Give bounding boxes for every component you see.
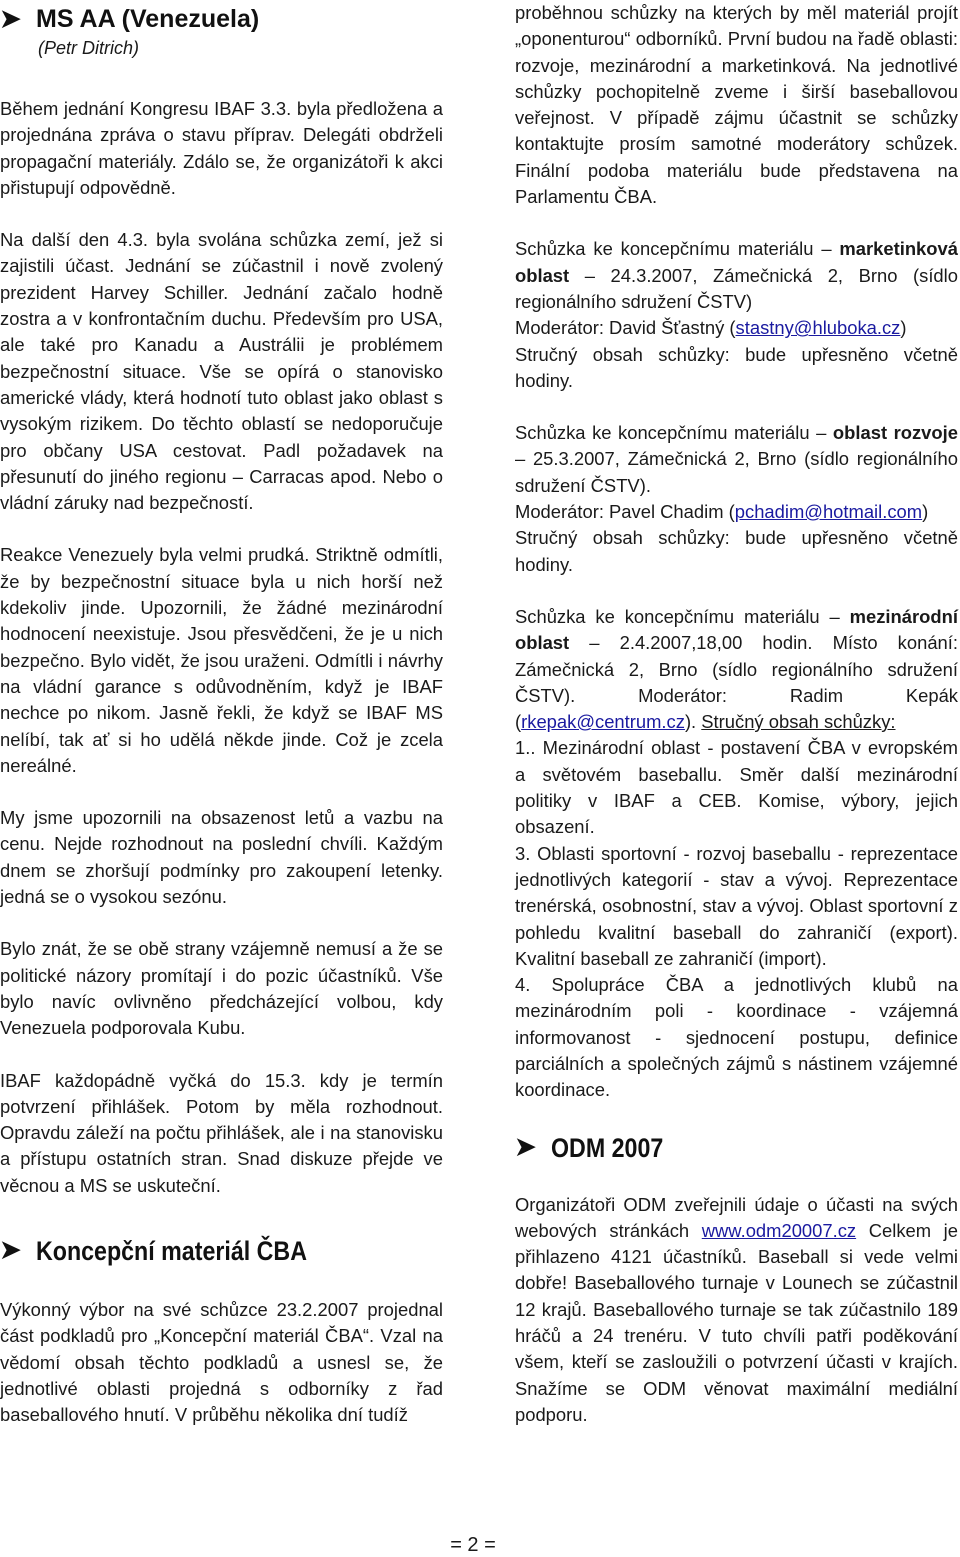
section-heading-odm — [515, 1132, 958, 1164]
arrow-bullet-icon: ➤ — [515, 1132, 536, 1161]
agenda-item: 1.. Mezinárodní oblast - postavení ČBA v evropském a světovém baseballu. Směr další mezinárodní politiky v IBAF a CEB. Komise, výbory, jejich obsazení. — [515, 737, 958, 838]
arrow-bullet-icon: ➤ — [0, 5, 21, 33]
paragraph: Reakce Venezuely byla velmi prudká. Striktně odmítli, že by bezpečnostní situace byla u nich horší než kdekoliv jinde. Upozornili, že žádné mezinárodní hodnocení neexistuje. Jsou přesvědčeni, že je u nich bezpečno. Bylo vidět, že jsou uraženi. Odmítli i návrhy na vládní garance s odůvodněním, když je IBAF nechce po nikom. Jasně řekli, že když se IBAF MS nelíbí, tak ať si ho udělá někde jinde. Což je zcela nereálné. — [0, 544, 443, 776]
meeting-marketing: Schůzka ke koncepčnímu materiálu – marketinková oblast – 24.3.2007, Zámečnická 2, Brno (sídlo regionálního sdružení ČSTV) — [515, 238, 958, 312]
section-title: MS AA (Venezuela) — [36, 5, 260, 33]
meeting-rozvoj: Schůzka ke koncepčnímu materiálu – oblast rozvoje – 25.3.2007, Zámečnická 2, Brno (sídlo regionálního sdružení ČSTV). — [515, 422, 958, 496]
meeting-mezinarodni: Schůzka ke koncepčnímu materiálu – mezinárodní oblast – 2.4.2007,18,00 hodin. Místo konání: Zámečnická 2, Brno (sídlo regionálního sdružení ČSTV). Moderátor: Radim Kepák (rkepak@centrum.cz). Stručný obsah schůzky: — [515, 605, 958, 733]
paragraph: Výkonný výbor na své schůzce 23.2.2007 projednal část podkladů pro „Koncepční materiál ČBA“. Vzal na vědomí obsah těchto podkladů a usnesl se, že jednotlivé oblasti projedná s odborníky z řad baseballového hnutí. V průběhu několika dní tudíž — [0, 1298, 443, 1426]
summary-label: Stručný obsah schůzky: — [701, 711, 896, 733]
paragraph: Bylo znát, že se obě strany vzájemně nemusí a že se politické názory promítají i do pozic účastníků. Vše bylo navíc ovlivněno předcházející volbou, kdy Venezuela podporovala Kubu. — [0, 938, 443, 1039]
agenda-item: 3. Oblasti sportovní - rozvoj baseballu - reprezentace jednotlivých kategorií - stav a vývoj. Reprezentace trenérská, osobnostní, stav a vývoj. Oblast sportovní z pohledu kvalitní baseball do zahraničí (export). Kvalitní baseball ze zahraničí (import). — [515, 842, 958, 969]
paragraph: proběhnou schůzky na kterých by měl materiál projít „oponenturou“ odborníků. První budou na řadě oblasti: rozvoje, mezinárodní a marketinková. Na jednotlivé schůzky pochopitelně zveme i širší baseballovou veřejnost. V případě zájmu účastnit se schůzky kontaktujte prosím samotné moderátory schůzek. Finální podoba materiálu bude představena na Parlamentu ČBA. — [515, 2, 958, 208]
paragraph: My jsme upozornili na obsazenost letů a vazbu na cenu. Nejde rozhodnout na poslední chvíli. Každým dnem se zhoršují podmínky pro zakoupení letenky. jedná se o vysokou sezónu. — [0, 807, 443, 908]
email-link[interactable]: pchadim@hotmail.com — [734, 501, 923, 523]
page-number: = 2 = — [450, 1534, 496, 1556]
author-line: (Petr Ditrich) — [38, 38, 140, 58]
paragraph: Během jednání Kongresu IBAF 3.3. byla předložena a projednána zpráva o stavu příprav. Delegáti obdrželi propagační materiály. Zdálo se, že organizátoři k akci přistupují odpovědně. — [0, 98, 443, 198]
arrow-bullet-icon: ➤ — [0, 1235, 21, 1264]
section-title: ODM 2007 — [551, 1132, 664, 1163]
paragraph: Na další den 4.3. byla svolána schůzka zemí, jež si zajistili účast. Jednání se zúčastnil i nově zvolený prezident Harvey Schiller. Jednání začalo hodně zostra a v konfrontačním duchu. Především pro USA, ale také pro Kanadu a Austrálii je problémem bezpečnostní situace. Vše se opírá o stanovisko americké vlády, která hodnotí tuto oblast jako oblast s vysokým rizikem. Do těchto oblastí se nedoporučuje pro občany USA cestovat. Padl požadavek na přesunutí do jiného regionu – Carracas apod. Nebo o vládní záruky nad bezpečností. — [0, 229, 443, 514]
paragraph: Organizátoři ODM zveřejnili údaje o účasti na svých webových stránkách www.odm20007.cz Celkem je přihlazeno 4121 účastníků. Baseball si vede velmi dobře! Baseballového turnaje v Lounech se zúčastnil 12 krajů. Baseballového turnaje se tak zúčastnilo 189 hráčů a 24 trenéru. V tuto chvíli patři poděkování všem, kteří se zasloužili o potvrzení účasti v krajích. Snažíme se ODM věnovat maximální mediální podporu. — [515, 1193, 958, 1425]
right-column — [515, 0, 958, 1428]
section-heading-venezuela — [0, 4, 443, 34]
meeting-topic: oblast rozvoje — [832, 422, 958, 444]
meeting-summary: Stručný obsah schůzky: bude upřesněno včetně hodiny. — [515, 343, 958, 391]
section-heading-koncepcni — [0, 1235, 443, 1267]
section-title: Koncepční materiál ČBA — [36, 1235, 307, 1266]
agenda-item: 4. Spolupráce ČBA a jednotlivých klubů na mezinárodním poli - koordinace - vzájemná informovanost - sjednocení postupu, definice parciálních a společných zájmů s nástinem vzájemné koordinace. — [515, 974, 958, 1101]
meeting-topic: marketinková oblast — [515, 238, 958, 286]
moderator-line: Moderátor: David Šťastný (stastny@hluboka.cz) — [515, 317, 907, 339]
meeting-summary: Stručný obsah schůzky: bude upřesněno včetně hodiny. — [515, 527, 958, 575]
email-link[interactable]: rkepak@centrum.cz — [521, 711, 685, 733]
paragraph: IBAF každopádně vyčká do 15.3. kdy je termín potvrzení přihlášek. Potom by měla rozhodnout. Opravdu záleží na počtu přihlášek, ale i na stanovisku a přístupu ostatních stran. Snad diskuze přejde ve věcnou a MS se uskuteční. — [0, 1069, 443, 1196]
website-link[interactable]: www.odm20007.cz — [701, 1219, 857, 1241]
meeting-topic: mezinárodní oblast — [515, 605, 958, 654]
moderator-line: Moderátor: Pavel Chadim (pchadim@hotmail.com) — [515, 501, 929, 523]
email-link[interactable]: stastny@hluboka.cz — [735, 317, 901, 339]
left-column — [0, 0, 443, 1428]
